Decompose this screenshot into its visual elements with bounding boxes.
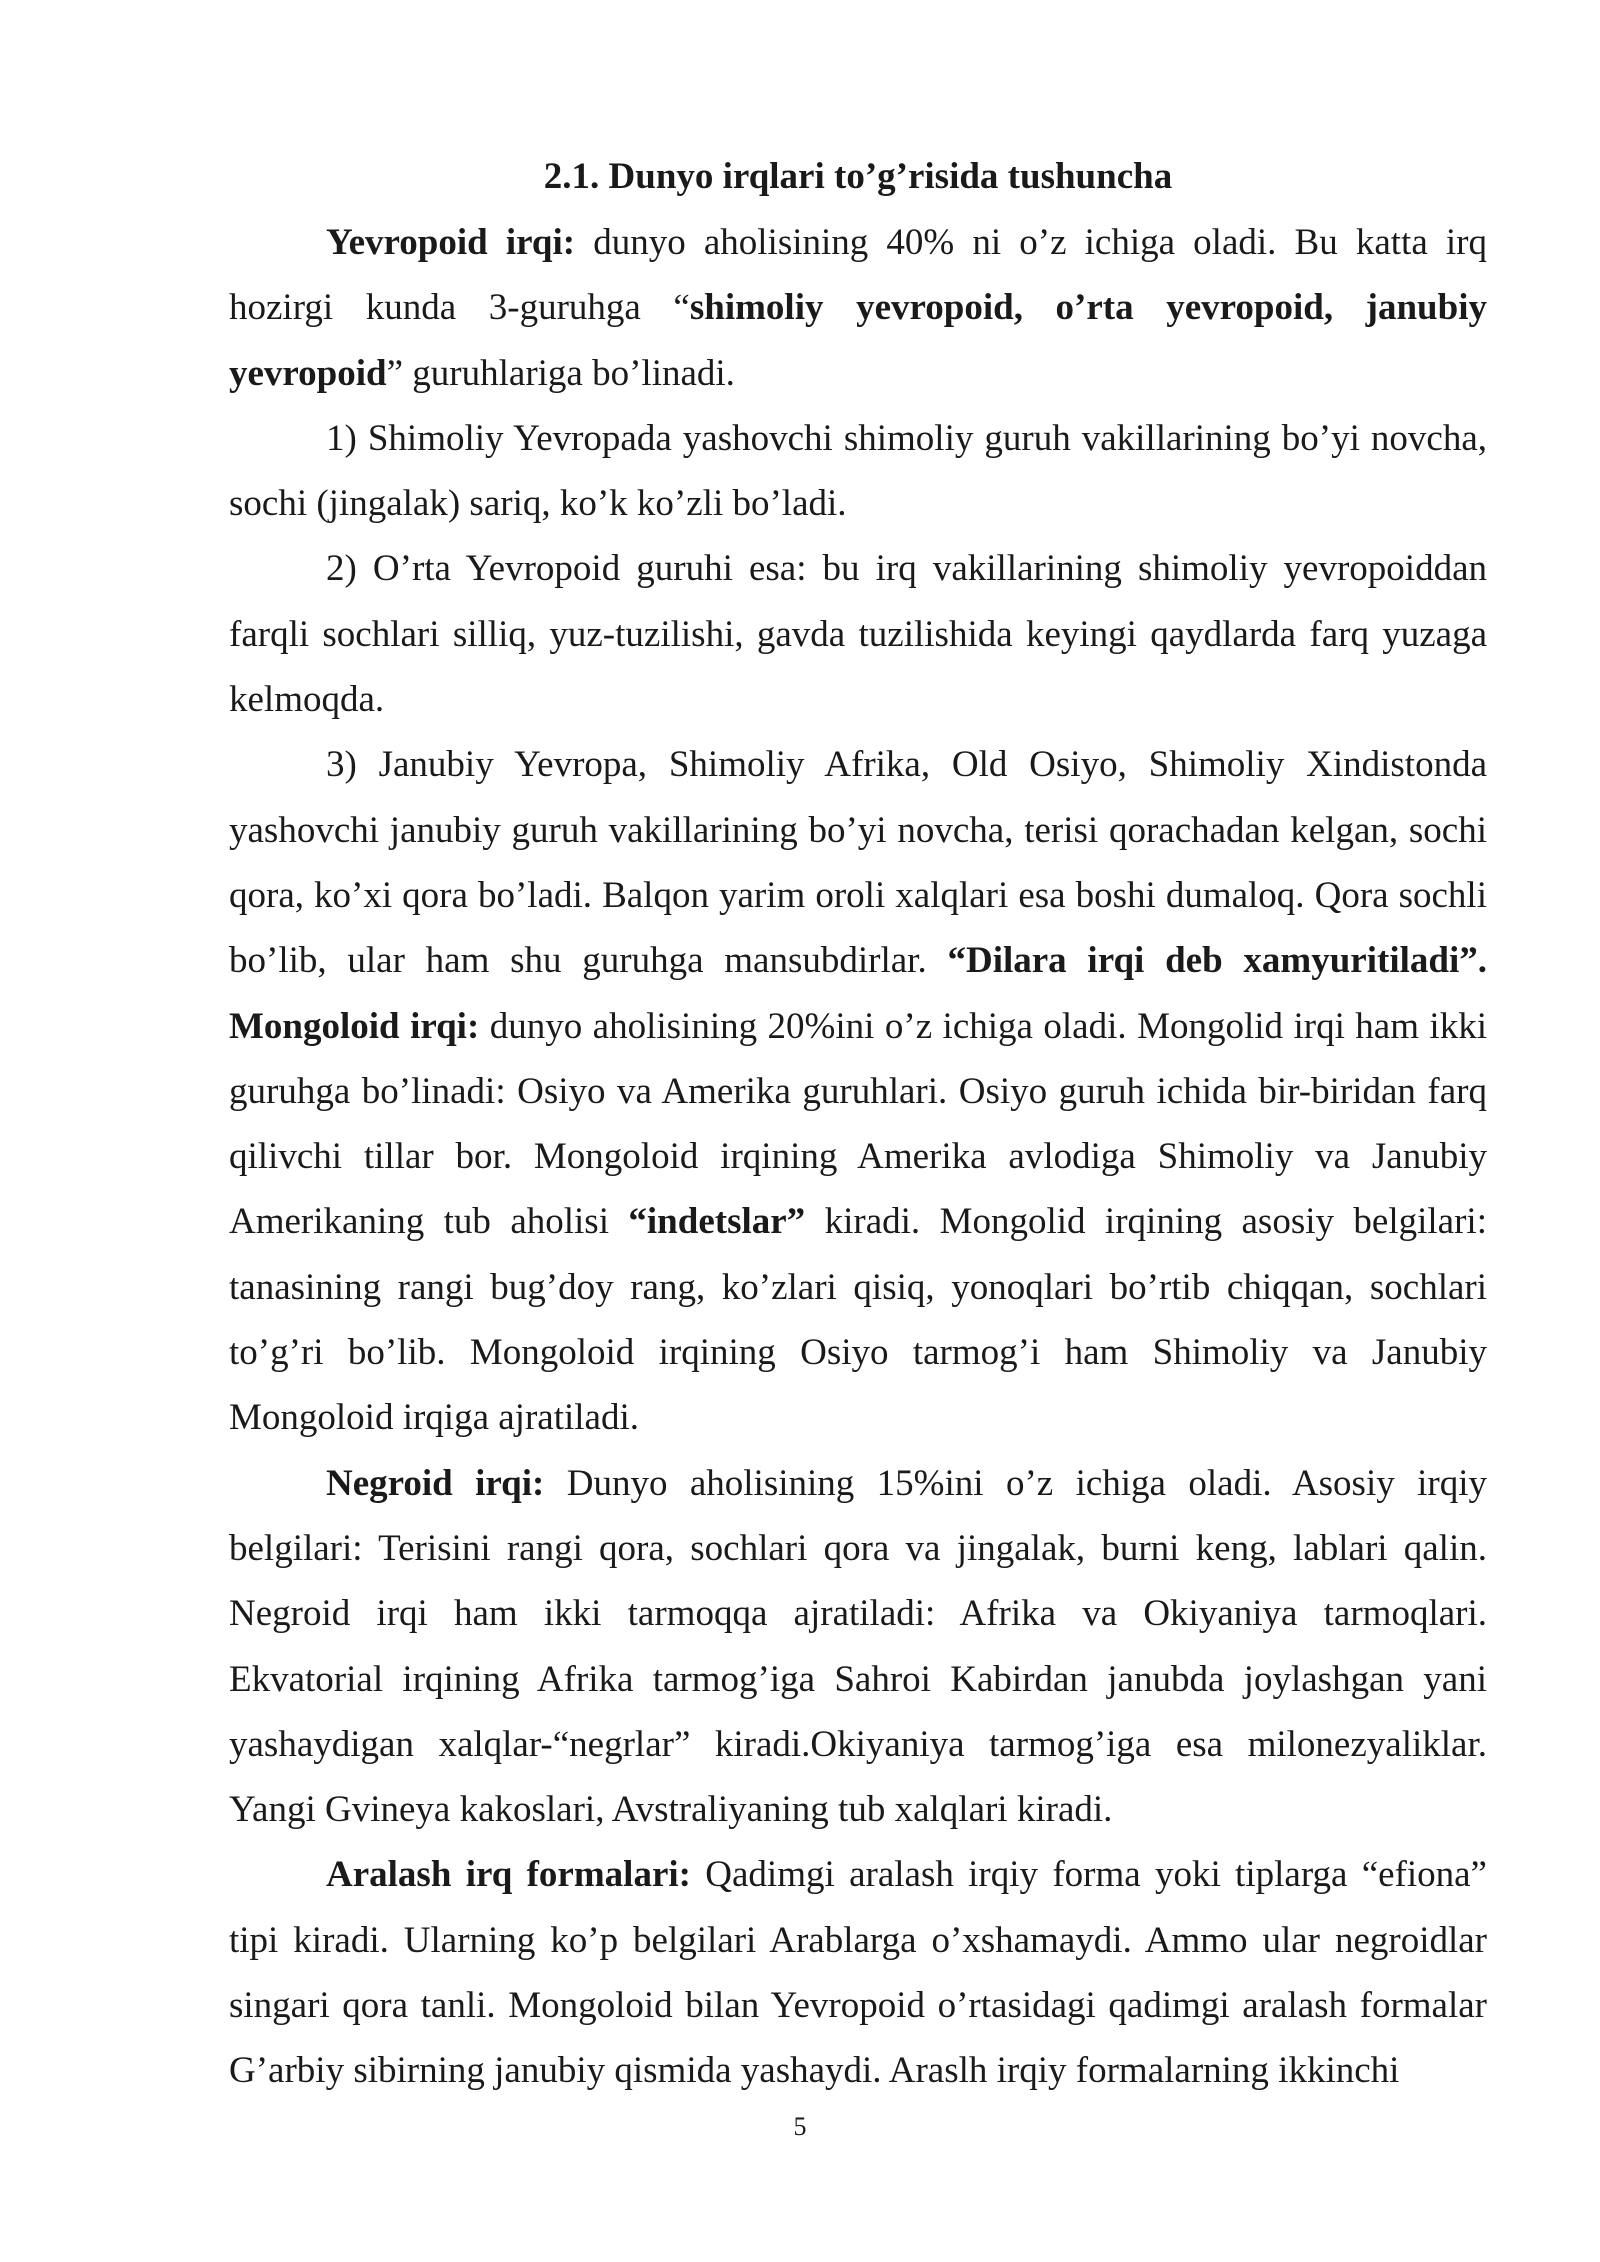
paragraph-mixed-forms xyxy=(229,1842,1487,2103)
paragraph-text: Qadimgi aralash irqiy forma yoki tiplarga “efiona” tipi kiradi. Ularning ko’p belgilari Arablarga o’xshamaydi. Ammo ular negroidlar singari qora tanli. Mongoloid bilan Yevropoid o’rtasidagi qadimgi aralash formalar G’arbiy sibirning janubiy qismida yashaydi. Araslh irqiy formalarning ikkinchi xyxy=(229,1854,1487,2092)
page-number: 5 xyxy=(793,2112,807,2141)
subgroups-bold: shimoliy yevropoid, o’rta yevropoid, janubiy yevropoid xyxy=(229,287,1487,394)
term-yevropoid: Yevropoid irqi: xyxy=(326,222,576,263)
term-indetslar: “indetslar” xyxy=(628,1201,806,1243)
term-mongoloid: Mongoloid irqi: xyxy=(229,1005,480,1047)
document-page xyxy=(229,144,1487,2104)
paragraph-southern-group xyxy=(229,732,1487,1450)
paragraph-text: ” guruhlariga bo’linadi. xyxy=(386,352,735,394)
section-title: 2.1. Dunyo irqlari to’g’risida tushuncha xyxy=(543,156,1173,197)
paragraph-text: dunyo aholisining 20%ini o’z ichiga oladi. Mongolid irqi ham ikki guruhga bo’linadi: Osiyo va Amerika guruhlari. Osiyo guruh ichida bir-biridan farq qilivchi tillar bor. Mongoloid irqining Amerika avlodiga Shimoliy va Janubiy Amerikaning tub aholisi xyxy=(229,1005,1487,1243)
term-mixed-forms: Aralash irq formalari: xyxy=(326,1854,691,1896)
paragraph-middle-group: 2) O’rta Yevropoid guruhi esa: bu irq vakillarining shimoliy yevropoiddan farqli sochlari silliq, yuz-tuzilishi, gavda tuzilishida keyingi qaydlarda farq yuzaga kelmoqda. xyxy=(229,548,1487,721)
term-dilara: “Dilara irqi deb xamyuritiladi”. xyxy=(947,940,1487,982)
term-negroid: Negroid irqi: xyxy=(326,1462,545,1504)
paragraph-text: kiradi. Mongolid irqining asosiy belgilari: tanasining rangi bug’doy rang, ko’zlari qisiq, yonoqlari bo’rtib chiqqan, sochlari to’g’ri bo’lib. Mongoloid irqining Osiyo tarmog’i ham Shimoliy va Janubiy Mongoloid irqiga ajratiladi. xyxy=(229,1201,1487,1439)
paragraph-text: dunyo aholisining 40% ni o’z ichiga oladi. Bu katta irq hozirgi kunda 3-guruhga “ xyxy=(229,222,1487,329)
paragraph-negroid xyxy=(229,1451,1487,1843)
paragraph-yevropoid xyxy=(229,210,1487,406)
paragraph-text: 3) Janubiy Yevropa, Shimoliy Afrika, Old Osiyo, Shimoliy Xindistonda yashovchi janubiy guruh vakillarining bo’yi novcha, terisi qorachadan kelgan, sochi qora, ko’xi qora bo’ladi. Balqon yarim oroli xalqlari esa boshi dumaloq. Qora sochli bo’lib, ular ham shu guruhga mansubdirlar. xyxy=(229,744,1487,982)
paragraph-northern-group: 1) Shimoliy Yevropada yashovchi shimoliy guruh vakillarining bo’yi novcha, sochi (jingalak) sariq, ko’k ko’zli bo’ladi. xyxy=(229,417,1487,525)
paragraph-text: Dunyo aholisining 15%ini o’z ichiga oladi. Asosiy irqiy belgilari: Terisini rangi qora, sochlari qora va jingalak, burni keng, lablari qalin. Negroid irqi ham ikki tarmoqqa ajratiladi: Afrika va Okiyaniya tarmoqlari. Ekvatorial irqining Afrika tarmog’iga Sahroi Kabirdan janubda joylashgan yani yashaydigan xalqlar-“negrlar” kiradi.Okiyaniya tarmog’iga esa milonezyaliklar. Yangi Gvineya kakoslari, Avstraliyaning tub xalqlari kiradi. xyxy=(229,1462,1488,1831)
